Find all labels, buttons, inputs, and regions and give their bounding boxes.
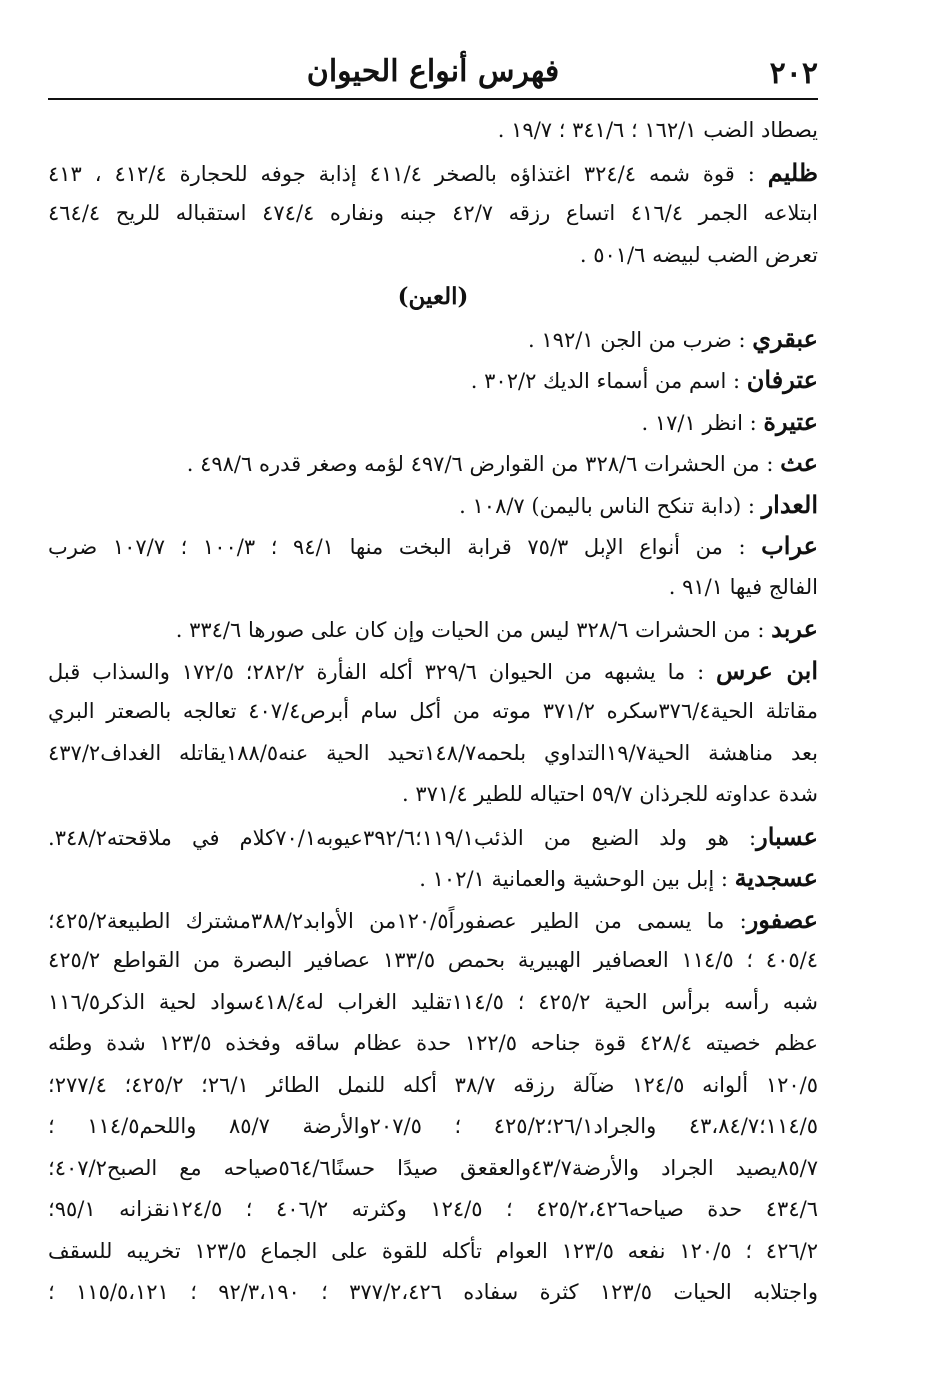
index-line [48, 1189, 818, 1231]
index-line [48, 110, 818, 152]
running-title: فهرس أنواع الحيوان [306, 54, 560, 89]
entry-text: مقاتلة الحية٣٧٦/٤سكره ٣٧١/٢ موته من أكل سام أبرص٤٠٧/٤ تعالجه بالصعتر البري [48, 699, 818, 723]
entry-text: : ضرب من الجن ١٩٢/١ . [528, 327, 753, 352]
entry-text: ١٢٠/٥ ألوانه ١٢٤/٥ ضآلة رزقه ٣٨/٧ أكله للنمل الطائر ٢٦/١؛ ٤٢٥/٢؛ ٢٧٧/٤؛ [48, 1072, 818, 1097]
entry-text: ٨٥/٧يصيد الجراد والأرضة٤٣/٧والعقعق صيدًا حسنًا٥٦٤/٦صياحه مع الصبح٤٠٧/٢؛ [48, 1155, 818, 1180]
entry-term: عصفور [746, 904, 818, 934]
entry-text: : قوة شمه ٣٢٤/٤ اغتذاؤه بالصخر ٤١١/٤ إذابة جوفه للحجارة ٤١٢/٤ ، ٤١٣ [48, 161, 768, 186]
entry-term: عراب [761, 531, 818, 560]
entry-text: شدة عداوته للجرذان ٥٩/٧ احتياله للطير ٣٧١/٤ . [402, 782, 818, 806]
entry-text: ٤٢٦/٢ ؛ ١٢٠/٥ نفعه ١٢٣/٥ العوام تأكله للقوة على الجماع ١٢٣/٥ تخريبه للسقف [48, 1238, 818, 1263]
index-line [48, 982, 818, 1024]
entry-text: ١١٤/٥؛٤٣،٨٤/٧ والجراد٢٦/١؛٤٢٥/٢ ؛ ٢٠٧/٥والأرضة ٨٥/٧ واللحم١١٤/٥ ؛ [48, 1114, 818, 1138]
index-line [48, 525, 818, 567]
index-line [48, 857, 818, 899]
entry-term: عسبار [756, 821, 818, 851]
entry-text: : هو ولد الضبع من الذئب١١٩/١؛٣٩٢/٦عيوبه٧٠/١كلام في ملاقحته٣٤٨/٢. [48, 825, 757, 850]
entry-text: : من الحشرات ٣٢٨/٦ ليس من الحيات وإن كان على صورها ٣٣٤/٦ . [175, 618, 772, 642]
entry-term: عسجدية [734, 863, 818, 892]
entry-text: بعد مناهشة الحية١٩/٧التداوي بلحمه١٤٨/٧تحيد الحية عنه١٨٨/٥يقاتله الغداف٤٣٧/٢ [48, 740, 818, 765]
index-line [48, 567, 818, 609]
entry-text: ٤٠٥/٤ ؛ ١١٤/٥ العصافير الهبيرية بحمص ١٣٣/٥ عصافير البصرة من القواطع ٤٢٥/٢ [48, 948, 818, 972]
index-line [48, 733, 818, 775]
index-line [48, 484, 818, 526]
entry-term: ابن عرس [716, 655, 818, 685]
section-heading [48, 276, 818, 318]
entry-text: : (دابة تنكح الناس باليمن) ١٠٨/٧ . [459, 493, 762, 518]
index-line [48, 774, 818, 816]
page-header [48, 48, 818, 100]
entry-term: عث [780, 448, 818, 477]
index-line [48, 235, 818, 277]
entry-term: عترفان [746, 365, 818, 394]
index-line [48, 940, 818, 982]
index-line [48, 318, 818, 360]
book-page [48, 48, 818, 1314]
entry-text: : إبل بين الوحشية والعمانية ١٠٢/١ . [419, 867, 735, 891]
entry-term: عتيرة [763, 406, 818, 436]
index-line [48, 193, 818, 235]
entry-text: ٤٣٤/٦ حدة صياحه٤٢٥/٢،٤٢٦ ؛ ١٢٤/٥ وكثرته ٤٠٦/٢ ؛ ١٢٤/٥نقزانه ٩٥/١؛ [48, 1197, 818, 1221]
index-line [48, 1148, 818, 1190]
entry-text: تعرض الضب لبيضه ٥٠١/٦ . [579, 242, 818, 267]
entry-term: ظليم [767, 157, 818, 187]
index-line [48, 650, 818, 692]
index-line [48, 401, 818, 443]
entry-term: عربد [771, 614, 818, 643]
entry-text: : ما يسمى من الطير عصفوراً١٢٠/٥من الأوابد٣٨٨/٢مشترك الطبيعة٤٢٥/٢؛ [48, 908, 747, 933]
entry-text: الفالج فيها ٩١/١ . [668, 574, 818, 599]
index-line [48, 691, 818, 733]
index-line [48, 608, 818, 650]
index-body [48, 110, 818, 1314]
entry-text: : من أنواع الإبل ٧٥/٣ قرابة البخت منها ٩٤/١ ؛ ١٠٠/٣ ؛ ١٠٧/٧ ضرب [48, 535, 762, 559]
entry-text: : ما يشبهه من الحيوان ٣٢٩/٦ أكله الفأرة ٢٨٢/٢؛ ١٧٢/٥ والسذاب قبل [48, 659, 716, 684]
entry-text: واجتلابه الحيات ١٢٣/٥ كثرة سفاده ٣٧٧/٢،٤٢٦ ؛ ٩٢/٣،١٩٠ ؛ ١١٥/٥،١٢١ ؛ [48, 1280, 818, 1304]
entry-text: : من الحشرات ٣٢٨/٦ من القوارض ٤٩٧/٦ لؤمه وصغر قدره ٤٩٨/٦ . [186, 452, 781, 476]
index-line [48, 1106, 818, 1148]
page-number: ٢٠٢ [769, 56, 818, 91]
index-line [48, 1231, 818, 1273]
index-line [48, 359, 818, 401]
entry-text: عظم خصيته ٤٢٨/٤ قوة جناحه ١٢٢/٥ حدة عظام ساقه وفخذه ١٢٣/٥ شدة وطئه [48, 1031, 818, 1055]
entry-term: العدار [761, 489, 818, 519]
index-line [48, 442, 818, 484]
index-line [48, 1065, 818, 1107]
index-line [48, 152, 818, 194]
entry-text: ابتلاعه الجمر ٤١٦/٤ اتساع رزقه ٤٢/٧ جبنه ونفاره ٤٧٤/٤ استقباله للريح ٤٦٤/٤ [48, 201, 818, 225]
entry-text: : اسم من أسماء الديك ٣٠٢/٢ . [470, 369, 747, 393]
entry-text: يصطاد الضب ١٦٢/١ ؛ ٣٤١/٦ ؛ ١٩/٧ . [497, 118, 818, 142]
index-line [48, 899, 818, 941]
entry-text: شبه رأسه برأس الحية ٤٢٥/٢ ؛ ١١٤/٥تقليد الغراب له٤١٨/٤سواد لحية الذكر١١٦/٥ [48, 989, 818, 1014]
index-line [48, 1272, 818, 1314]
entry-text: : انظر ١٧/١ . [641, 410, 764, 435]
entry-term: عبقري [752, 323, 818, 353]
index-line [48, 1023, 818, 1065]
entry-text: (العين) [397, 283, 469, 310]
index-line [48, 816, 818, 858]
